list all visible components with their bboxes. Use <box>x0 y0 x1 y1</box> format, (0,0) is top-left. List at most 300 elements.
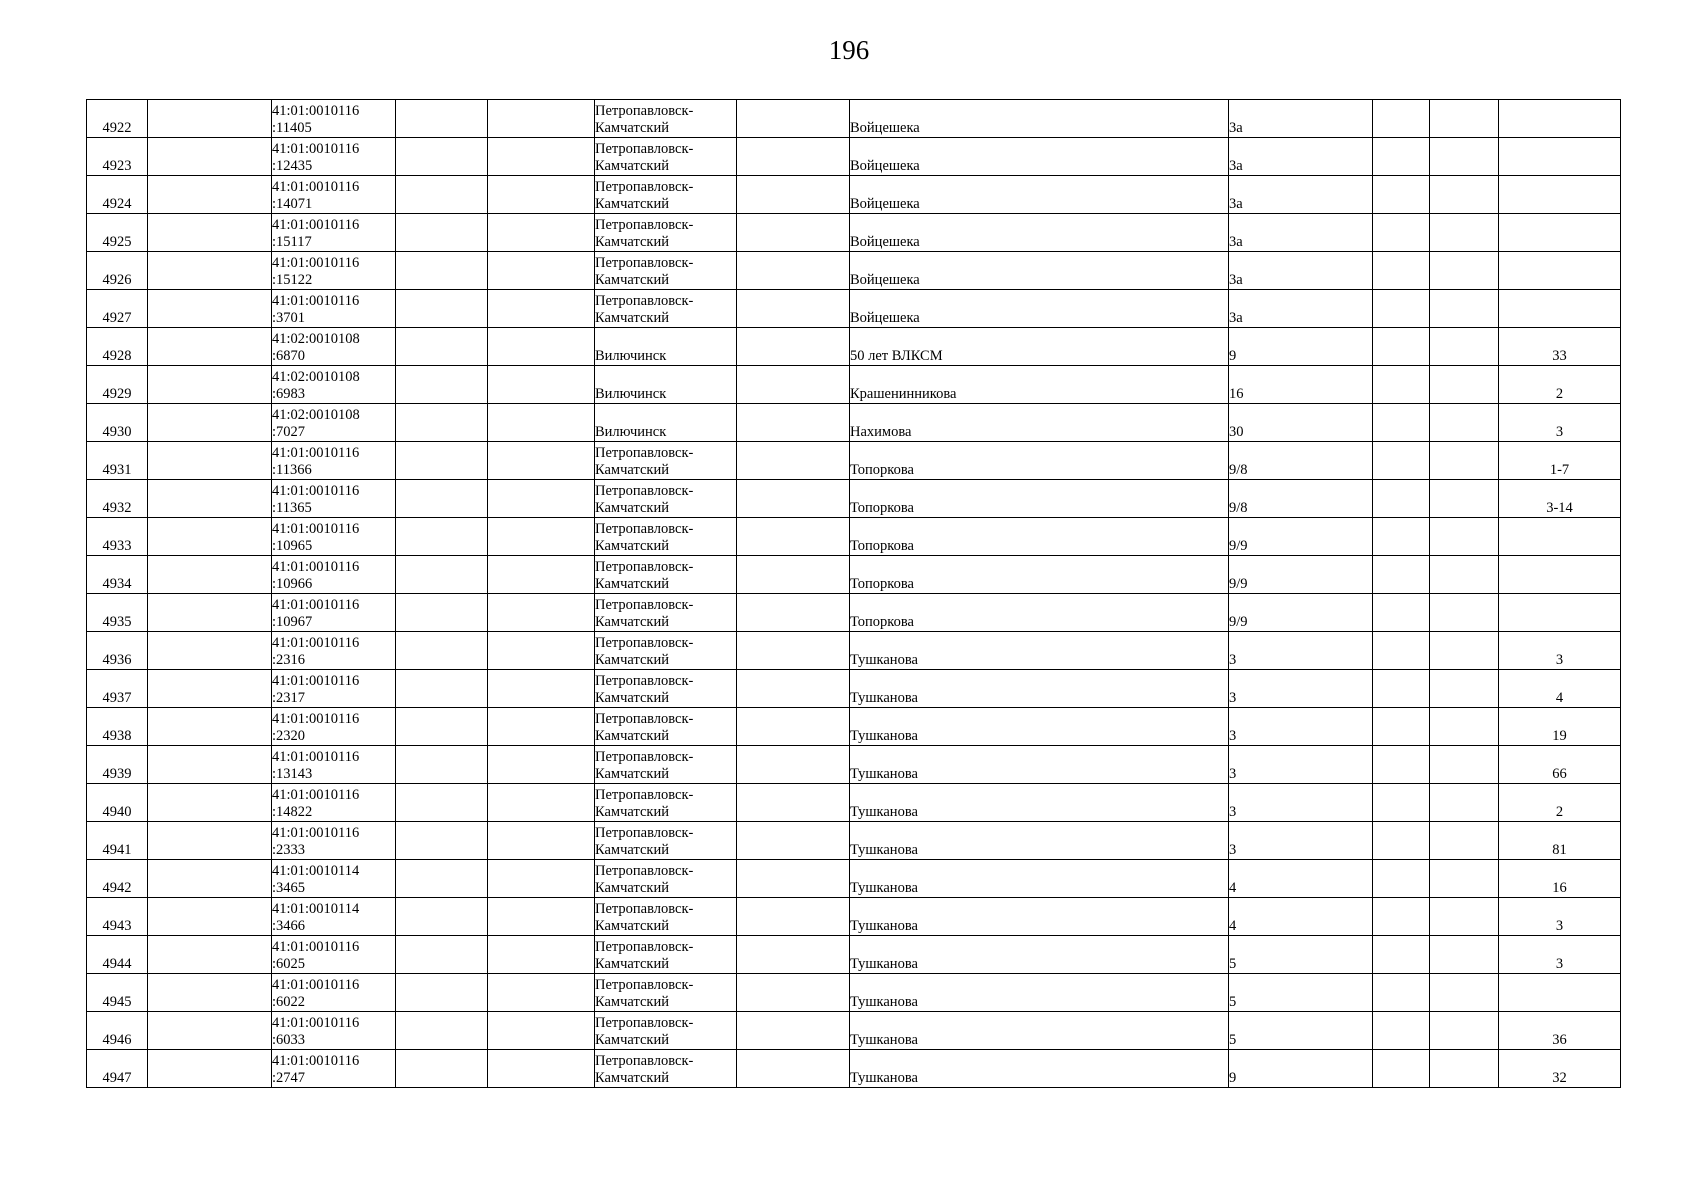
street-cell: Топоркова <box>850 442 1229 480</box>
settlement-line: Петропавловск- <box>595 901 694 917</box>
empty-cell <box>737 138 850 176</box>
row-number-cell: 4927 <box>87 290 148 328</box>
settlement-line: Петропавловск- <box>595 103 694 119</box>
empty-cell <box>488 480 595 518</box>
apartment-number-cell: 32 <box>1499 1050 1621 1088</box>
empty-cell <box>396 176 488 214</box>
empty-cell <box>1430 480 1499 518</box>
street-cell: Тушканова <box>850 670 1229 708</box>
settlement-cell <box>595 974 737 1012</box>
empty-cell <box>1373 366 1430 404</box>
cadastral-number-line: :6033 <box>272 1032 306 1048</box>
empty-cell <box>737 822 850 860</box>
cadastral-number-line: :11365 <box>272 500 312 516</box>
empty-cell <box>396 328 488 366</box>
empty-cell <box>1430 556 1499 594</box>
empty-cell <box>1430 822 1499 860</box>
settlement-line: Камчатский <box>595 272 669 288</box>
settlement-line: Петропавловск- <box>595 1015 694 1031</box>
settlement-line: Вилючинск <box>595 348 667 364</box>
empty-cell <box>396 632 488 670</box>
apartment-number-cell: 2 <box>1499 784 1621 822</box>
cadastral-number-line: :11405 <box>272 120 312 136</box>
apartment-number-cell: 33 <box>1499 328 1621 366</box>
empty-cell <box>1373 404 1430 442</box>
house-number-cell: 3а <box>1229 290 1373 328</box>
cadastral-number-cell <box>272 138 396 176</box>
empty-cell <box>1373 100 1430 138</box>
cadastral-number-line: 41:01:0010116 <box>272 977 360 993</box>
empty-cell <box>737 1050 850 1088</box>
row-number-cell: 4943 <box>87 898 148 936</box>
table-row <box>87 290 1621 328</box>
empty-cell <box>488 328 595 366</box>
settlement-cell <box>595 214 737 252</box>
cadastral-number-cell <box>272 784 396 822</box>
settlement-line: Петропавловск- <box>595 939 694 955</box>
settlement-line <box>595 407 736 424</box>
cadastral-number-line: :6025 <box>272 956 306 972</box>
street-cell: Тушканова <box>850 632 1229 670</box>
empty-cell <box>488 708 595 746</box>
cadastral-number-line: 41:01:0010116 <box>272 217 360 233</box>
apartment-number-cell: 16 <box>1499 860 1621 898</box>
row-number-cell: 4945 <box>87 974 148 1012</box>
cadastral-number-cell <box>272 708 396 746</box>
settlement-cell <box>595 556 737 594</box>
cadastral-number-line: :6870 <box>272 348 306 364</box>
row-number-cell: 4936 <box>87 632 148 670</box>
settlement-cell <box>595 936 737 974</box>
settlement-cell <box>595 518 737 556</box>
settlement-cell <box>595 632 737 670</box>
settlement-line: Петропавловск- <box>595 787 694 803</box>
house-number-cell: 30 <box>1229 404 1373 442</box>
street-cell: Топоркова <box>850 594 1229 632</box>
empty-cell <box>737 670 850 708</box>
cadastral-number-cell <box>272 936 396 974</box>
table-row <box>87 632 1621 670</box>
empty-cell <box>396 708 488 746</box>
row-number-cell: 4935 <box>87 594 148 632</box>
empty-cell <box>1373 594 1430 632</box>
apartment-number-cell <box>1499 214 1621 252</box>
cadastral-number-cell <box>272 594 396 632</box>
row-number-cell: 4942 <box>87 860 148 898</box>
settlement-line: Петропавловск- <box>595 255 694 271</box>
empty-cell <box>148 214 272 252</box>
cadastral-number-line: :3465 <box>272 880 306 896</box>
house-number-cell: 9/9 <box>1229 594 1373 632</box>
row-number-cell: 4940 <box>87 784 148 822</box>
street-cell: Тушканова <box>850 974 1229 1012</box>
empty-cell <box>1373 138 1430 176</box>
settlement-line: Камчатский <box>595 652 669 668</box>
empty-cell <box>1373 974 1430 1012</box>
empty-cell <box>1430 366 1499 404</box>
empty-cell <box>488 442 595 480</box>
house-number-cell: 3 <box>1229 784 1373 822</box>
cadastral-number-line: 41:01:0010116 <box>272 749 360 765</box>
empty-cell <box>1430 670 1499 708</box>
settlement-cell <box>595 366 737 404</box>
row-number-cell: 4929 <box>87 366 148 404</box>
empty-cell <box>396 480 488 518</box>
registry-table <box>86 99 1621 1088</box>
apartment-number-cell: 4 <box>1499 670 1621 708</box>
house-number-cell: 5 <box>1229 974 1373 1012</box>
table-row <box>87 1012 1621 1050</box>
empty-cell <box>148 822 272 860</box>
settlement-cell <box>595 1050 737 1088</box>
settlement-cell <box>595 708 737 746</box>
empty-cell <box>148 442 272 480</box>
settlement-cell <box>595 442 737 480</box>
cadastral-number-line: :2320 <box>272 728 306 744</box>
row-number-cell: 4932 <box>87 480 148 518</box>
empty-cell <box>148 518 272 556</box>
cadastral-number-cell <box>272 556 396 594</box>
empty-cell <box>396 1050 488 1088</box>
row-number-cell: 4938 <box>87 708 148 746</box>
cadastral-number-line: 41:02:0010108 <box>272 369 360 385</box>
empty-cell <box>1430 784 1499 822</box>
settlement-cell <box>595 328 737 366</box>
empty-cell <box>1373 252 1430 290</box>
empty-cell <box>737 1012 850 1050</box>
empty-cell <box>488 214 595 252</box>
empty-cell <box>488 290 595 328</box>
house-number-cell: 3а <box>1229 176 1373 214</box>
empty-cell <box>396 518 488 556</box>
cadastral-number-line: 41:01:0010116 <box>272 141 360 157</box>
empty-cell <box>148 898 272 936</box>
empty-cell <box>396 594 488 632</box>
house-number-cell: 3а <box>1229 138 1373 176</box>
empty-cell <box>488 974 595 1012</box>
apartment-number-cell: 81 <box>1499 822 1621 860</box>
empty-cell <box>488 100 595 138</box>
page-number: 196 <box>828 35 870 65</box>
table-row <box>87 404 1621 442</box>
settlement-cell <box>595 252 737 290</box>
empty-cell <box>737 936 850 974</box>
empty-cell <box>1430 176 1499 214</box>
street-cell: Тушканова <box>850 784 1229 822</box>
cadastral-number-line: 41:01:0010116 <box>272 521 360 537</box>
empty-cell <box>396 556 488 594</box>
cadastral-number-cell <box>272 1012 396 1050</box>
empty-cell <box>148 936 272 974</box>
settlement-line: Камчатский <box>595 614 669 630</box>
settlement-line: Петропавловск- <box>595 711 694 727</box>
empty-cell <box>1430 974 1499 1012</box>
settlement-cell <box>595 404 737 442</box>
empty-cell <box>1373 822 1430 860</box>
empty-cell <box>1430 100 1499 138</box>
cadastral-number-line: 41:01:0010116 <box>272 1053 360 1069</box>
empty-cell <box>1373 898 1430 936</box>
table-row <box>87 138 1621 176</box>
empty-cell <box>1373 214 1430 252</box>
cadastral-number-line: :6022 <box>272 994 306 1010</box>
house-number-cell: 9 <box>1229 328 1373 366</box>
empty-cell <box>148 480 272 518</box>
empty-cell <box>737 556 850 594</box>
apartment-number-cell <box>1499 138 1621 176</box>
settlement-cell <box>595 594 737 632</box>
table-row <box>87 594 1621 632</box>
empty-cell <box>737 518 850 556</box>
table-row <box>87 518 1621 556</box>
cadastral-number-cell <box>272 860 396 898</box>
empty-cell <box>148 860 272 898</box>
empty-cell <box>488 860 595 898</box>
apartment-number-cell: 3 <box>1499 936 1621 974</box>
empty-cell <box>396 366 488 404</box>
apartment-number-cell <box>1499 594 1621 632</box>
apartment-number-cell: 19 <box>1499 708 1621 746</box>
empty-cell <box>396 974 488 1012</box>
cadastral-number-cell <box>272 898 396 936</box>
house-number-cell: 9/8 <box>1229 442 1373 480</box>
settlement-line: Петропавловск- <box>595 977 694 993</box>
settlement-line: Петропавловск- <box>595 559 694 575</box>
settlement-cell <box>595 670 737 708</box>
empty-cell <box>488 1012 595 1050</box>
cadastral-number-line: 41:01:0010116 <box>272 939 360 955</box>
empty-cell <box>1373 442 1430 480</box>
cadastral-number-line: :15117 <box>272 234 312 250</box>
empty-cell <box>396 936 488 974</box>
settlement-line: Камчатский <box>595 500 669 516</box>
street-cell: Крашенинникова <box>850 366 1229 404</box>
settlement-line: Камчатский <box>595 1070 669 1086</box>
empty-cell <box>396 404 488 442</box>
empty-cell <box>148 974 272 1012</box>
settlement-line: Камчатский <box>595 766 669 782</box>
cadastral-number-line: :2316 <box>272 652 306 668</box>
house-number-cell: 4 <box>1229 898 1373 936</box>
empty-cell <box>148 1050 272 1088</box>
empty-cell <box>1430 860 1499 898</box>
row-number-cell: 4926 <box>87 252 148 290</box>
settlement-line: Камчатский <box>595 196 669 212</box>
empty-cell <box>396 442 488 480</box>
empty-cell <box>737 290 850 328</box>
street-cell: Топоркова <box>850 518 1229 556</box>
table-row <box>87 784 1621 822</box>
cadastral-number-line: 41:01:0010116 <box>272 825 360 841</box>
empty-cell <box>396 214 488 252</box>
empty-cell <box>1430 214 1499 252</box>
empty-cell <box>148 784 272 822</box>
settlement-cell <box>595 100 737 138</box>
cadastral-number-line: :2317 <box>272 690 306 706</box>
cadastral-number-line: :14071 <box>272 196 313 212</box>
cadastral-number-cell <box>272 404 396 442</box>
empty-cell <box>737 214 850 252</box>
cadastral-number-line: 41:01:0010116 <box>272 1015 360 1031</box>
empty-cell <box>1373 1012 1430 1050</box>
cadastral-number-line: 41:01:0010114 <box>272 901 360 917</box>
empty-cell <box>148 290 272 328</box>
empty-cell <box>396 138 488 176</box>
empty-cell <box>148 176 272 214</box>
settlement-line: Петропавловск- <box>595 597 694 613</box>
cadastral-number-cell <box>272 632 396 670</box>
cadastral-number-line: :11366 <box>272 462 312 478</box>
row-number-cell: 4939 <box>87 746 148 784</box>
cadastral-number-cell <box>272 252 396 290</box>
cadastral-number-line: 41:01:0010116 <box>272 787 360 803</box>
table-row <box>87 746 1621 784</box>
table-row <box>87 176 1621 214</box>
settlement-line: Петропавловск- <box>595 521 694 537</box>
cadastral-number-cell <box>272 822 396 860</box>
empty-cell <box>1373 708 1430 746</box>
apartment-number-cell: 3 <box>1499 404 1621 442</box>
empty-cell <box>488 594 595 632</box>
empty-cell <box>148 328 272 366</box>
empty-cell <box>737 974 850 1012</box>
cadastral-number-line: 41:01:0010116 <box>272 711 360 727</box>
empty-cell <box>148 594 272 632</box>
table-row <box>87 480 1621 518</box>
empty-cell <box>148 556 272 594</box>
empty-cell <box>148 138 272 176</box>
settlement-line: Петропавловск- <box>595 825 694 841</box>
settlement-cell <box>595 898 737 936</box>
settlement-cell <box>595 176 737 214</box>
empty-cell <box>1373 632 1430 670</box>
empty-cell <box>148 632 272 670</box>
empty-cell <box>1430 632 1499 670</box>
settlement-cell <box>595 860 737 898</box>
house-number-cell: 16 <box>1229 366 1373 404</box>
cadastral-number-cell <box>272 366 396 404</box>
empty-cell <box>1373 860 1430 898</box>
cadastral-number-line: :3466 <box>272 918 306 934</box>
settlement-line: Камчатский <box>595 158 669 174</box>
empty-cell <box>1373 746 1430 784</box>
cadastral-number-line: :10967 <box>272 614 313 630</box>
empty-cell <box>148 100 272 138</box>
house-number-cell: 9 <box>1229 1050 1373 1088</box>
empty-cell <box>1373 290 1430 328</box>
empty-cell <box>737 746 850 784</box>
settlement-line: Камчатский <box>595 804 669 820</box>
apartment-number-cell <box>1499 176 1621 214</box>
house-number-cell: 3а <box>1229 100 1373 138</box>
house-number-cell: 9/9 <box>1229 556 1373 594</box>
street-cell: Войцешека <box>850 100 1229 138</box>
row-number-cell: 4925 <box>87 214 148 252</box>
cadastral-number-line: :10966 <box>272 576 313 592</box>
empty-cell <box>488 898 595 936</box>
cadastral-number-line: :2333 <box>272 842 306 858</box>
cadastral-number-cell <box>272 176 396 214</box>
street-cell: Нахимова <box>850 404 1229 442</box>
table-row <box>87 936 1621 974</box>
table-row <box>87 252 1621 290</box>
cadastral-number-line: 41:01:0010114 <box>272 863 360 879</box>
table-row <box>87 708 1621 746</box>
apartment-number-cell <box>1499 252 1621 290</box>
settlement-line: Камчатский <box>595 690 669 706</box>
settlement-line: Петропавловск- <box>595 293 694 309</box>
row-number-cell: 4928 <box>87 328 148 366</box>
cadastral-number-line: :7027 <box>272 424 306 440</box>
settlement-line: Камчатский <box>595 576 669 592</box>
table-row <box>87 366 1621 404</box>
apartment-number-cell: 3 <box>1499 632 1621 670</box>
cadastral-number-line: :13143 <box>272 766 313 782</box>
cadastral-number-line: :6983 <box>272 386 306 402</box>
empty-cell <box>396 1012 488 1050</box>
empty-cell <box>1373 670 1430 708</box>
empty-cell <box>488 366 595 404</box>
empty-cell <box>1430 1050 1499 1088</box>
house-number-cell: 3 <box>1229 708 1373 746</box>
apartment-number-cell: 2 <box>1499 366 1621 404</box>
empty-cell <box>396 100 488 138</box>
empty-cell <box>737 100 850 138</box>
street-cell: Тушканова <box>850 1012 1229 1050</box>
cadastral-number-cell <box>272 974 396 1012</box>
empty-cell <box>1430 138 1499 176</box>
cadastral-number-cell <box>272 746 396 784</box>
cadastral-number-line: 41:02:0010108 <box>272 331 360 347</box>
street-cell: Войцешека <box>850 252 1229 290</box>
cadastral-number-line: :2747 <box>272 1070 306 1086</box>
empty-cell <box>488 936 595 974</box>
cadastral-number-line: :15122 <box>272 272 313 288</box>
cadastral-number-line: :10965 <box>272 538 313 554</box>
empty-cell <box>1373 936 1430 974</box>
settlement-line: Петропавловск- <box>595 673 694 689</box>
row-number-cell: 4934 <box>87 556 148 594</box>
row-number-cell: 4937 <box>87 670 148 708</box>
empty-cell <box>488 404 595 442</box>
street-cell: Тушканова <box>850 746 1229 784</box>
street-cell: 50 лет ВЛКСМ <box>850 328 1229 366</box>
empty-cell <box>1430 898 1499 936</box>
cadastral-number-line: 41:01:0010116 <box>272 635 360 651</box>
street-cell: Войцешека <box>850 290 1229 328</box>
settlement-line: Камчатский <box>595 234 669 250</box>
settlement-line: Петропавловск- <box>595 445 694 461</box>
house-number-cell: 3 <box>1229 632 1373 670</box>
settlement-line: Вилючинск <box>595 386 667 402</box>
empty-cell <box>488 138 595 176</box>
street-cell: Тушканова <box>850 708 1229 746</box>
row-number-cell: 4924 <box>87 176 148 214</box>
empty-cell <box>1430 404 1499 442</box>
empty-cell <box>396 898 488 936</box>
empty-cell <box>148 1012 272 1050</box>
empty-cell <box>1373 518 1430 556</box>
table-row <box>87 1050 1621 1088</box>
table-row <box>87 214 1621 252</box>
apartment-number-cell <box>1499 556 1621 594</box>
settlement-line: Петропавловск- <box>595 1053 694 1069</box>
cadastral-number-line: 41:01:0010116 <box>272 293 360 309</box>
settlement-line: Петропавловск- <box>595 863 694 879</box>
empty-cell <box>737 860 850 898</box>
empty-cell <box>1430 936 1499 974</box>
street-cell: Войцешека <box>850 214 1229 252</box>
